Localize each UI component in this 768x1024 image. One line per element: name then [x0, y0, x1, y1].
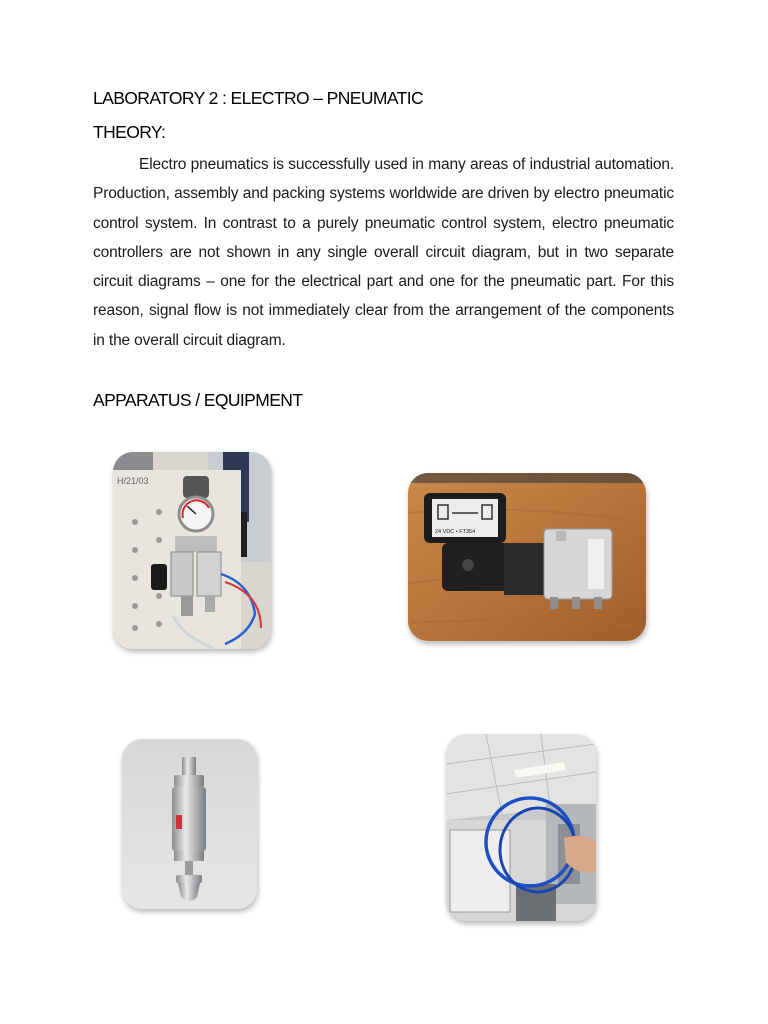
coil-label: 24 VDC • FT354	[435, 529, 476, 535]
cylinder-photo	[122, 739, 257, 909]
solenoid-valve-photo	[408, 473, 646, 641]
tubing-photo	[446, 734, 596, 921]
theory-paragraph: Electro pneumatics is successfully used in many areas of industrial automation. Production, assembly and packing systems worldwide are driven by electro pneumatic control system. In contrast to a purely pneumatic control system, electro pneumatic controllers are not shown in any single overall circuit diagram, but in two separate circuit diagrams – one for the electrical part and one for the pneumatic part. For this reason, signal flow is not immediately clear from the arrangement of the components in the overall circuit diagram.	[93, 156, 674, 349]
theory-heading: THEORY:	[93, 122, 166, 142]
frl-unit-photo	[113, 452, 271, 649]
apparatus-heading: APPARATUS / EQUIPMENT	[93, 390, 303, 410]
handwriting-label: H/21/03	[117, 476, 149, 486]
lab-title: LABORATORY 2 : ELECTRO – PNEUMATIC	[93, 88, 424, 108]
